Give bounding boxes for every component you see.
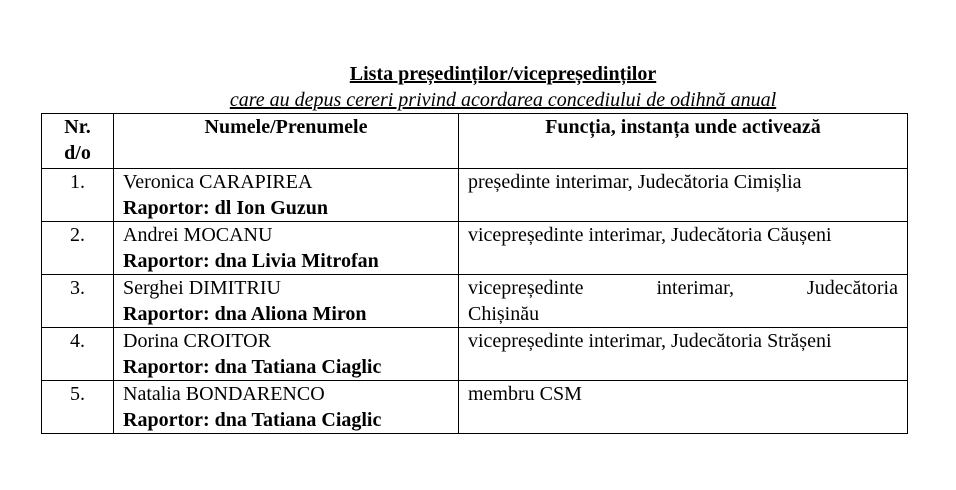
header-nr bbox=[42, 114, 114, 169]
function-word: Judecătoria bbox=[806, 277, 898, 299]
person-name: Veronica CARAPIREA bbox=[123, 171, 313, 193]
table-row bbox=[42, 169, 908, 222]
person-name: Serghei DIMITRIU bbox=[123, 277, 281, 299]
row-function bbox=[459, 222, 908, 275]
function-text: vicepreședinte interimar, Judecătoria Căușeni bbox=[468, 224, 832, 246]
table-row bbox=[42, 275, 908, 328]
document-subtitle: care au depus cereri privind acordarea concediului de odihnă anual bbox=[229, 89, 777, 111]
row-function bbox=[459, 328, 908, 381]
rapporteur-name: Raportor: dl Ion Guzun bbox=[123, 197, 329, 219]
rapporteur-name: Raportor: dna Livia Mitrofan bbox=[123, 250, 379, 272]
row-person bbox=[114, 328, 459, 381]
row-number: 5. bbox=[42, 381, 114, 434]
table-row bbox=[42, 381, 908, 434]
person-name: Natalia BONDARENCO bbox=[123, 383, 325, 405]
row-person bbox=[114, 275, 459, 328]
table-row bbox=[42, 222, 908, 275]
row-person bbox=[114, 381, 459, 434]
function-text: membru CSM bbox=[468, 383, 582, 405]
row-number: 2. bbox=[42, 222, 114, 275]
header-function: Funcția, instanța unde activează bbox=[459, 114, 908, 169]
table-row bbox=[42, 328, 908, 381]
row-function bbox=[459, 381, 908, 434]
row-number: 3. bbox=[42, 275, 114, 328]
function-second-line: Chișinău bbox=[468, 303, 540, 325]
function-word: interimar, bbox=[656, 277, 734, 299]
rapporteur-name: Raportor: dna Tatiana Ciaglic bbox=[123, 356, 382, 378]
header-nr-line1: Nr. bbox=[64, 116, 91, 138]
header-nr-line2: d/o bbox=[64, 142, 91, 164]
person-name: Dorina CROITOR bbox=[123, 330, 271, 352]
table-header-row bbox=[42, 114, 908, 169]
function-text: vicepreședinte interimar, Judecătoria Strășeni bbox=[468, 330, 832, 352]
rapporteur-name: Raportor: dna Aliona Miron bbox=[123, 303, 367, 325]
row-person bbox=[114, 222, 459, 275]
function-text: președinte interimar, Judecătoria Cimișlia bbox=[468, 171, 802, 193]
presidents-table bbox=[41, 113, 908, 434]
header-name: Numele/Prenumele bbox=[114, 114, 459, 169]
function-word: vicepreședinte bbox=[468, 277, 584, 299]
row-person bbox=[114, 169, 459, 222]
row-number: 1. bbox=[42, 169, 114, 222]
row-number: 4. bbox=[42, 328, 114, 381]
rapporteur-name: Raportor: dna Tatiana Ciaglic bbox=[123, 409, 382, 431]
row-function bbox=[459, 169, 908, 222]
document-title: Lista președinților/vicepreședinților bbox=[349, 63, 657, 85]
function-first-line bbox=[468, 275, 898, 301]
row-function bbox=[459, 275, 908, 328]
person-name: Andrei MOCANU bbox=[123, 224, 273, 246]
function-text bbox=[468, 275, 898, 327]
